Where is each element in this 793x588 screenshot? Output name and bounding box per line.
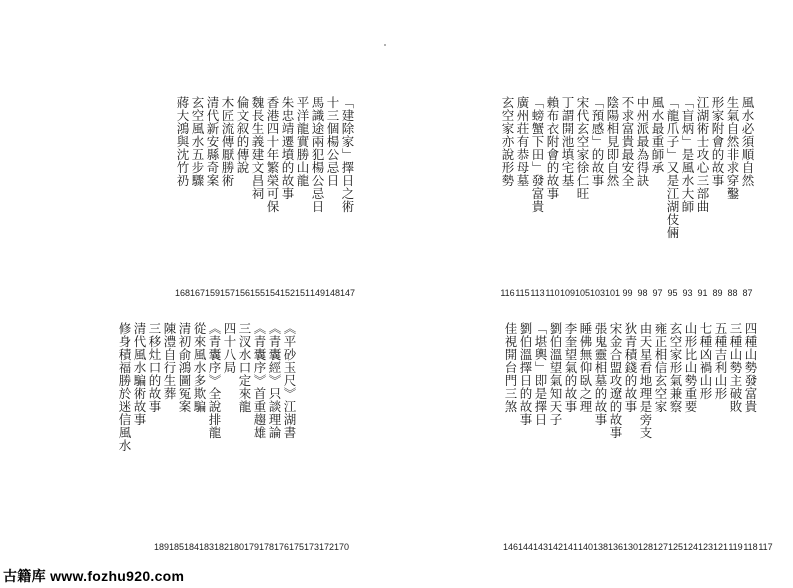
toc-page-number: 128	[638, 542, 654, 552]
toc-entry-title: 《平砂玉尺》江湖書	[282, 322, 297, 439]
toc-entry-title: 《青囊序》全說排龍	[207, 322, 222, 439]
toc-entry-title: 不求富貴最安全	[620, 96, 635, 187]
toc-entry-title: 李奎望氣的故事	[563, 322, 578, 413]
toc-page-number: 116	[500, 288, 515, 298]
toc-page-number: 179	[244, 542, 260, 552]
toc-page-number: 189	[154, 542, 170, 552]
toc-entry-title: 三移灶口的故事	[147, 322, 162, 413]
toc-entry-title: 「盲炳」是風水大師	[680, 96, 695, 213]
toc-block-top-left	[115, 96, 360, 306]
toc-entry-title: 玄空家亦說形勢	[500, 96, 515, 187]
toc-page-number: 149	[310, 288, 326, 298]
toc-entry-title: 張鬼靈相墓的故事	[593, 322, 608, 426]
toc-page-number: 95	[667, 288, 678, 298]
toc-page-number: 143	[533, 542, 549, 552]
toc-entry-title: 「預感」的故事	[590, 96, 605, 187]
page-numbers	[503, 542, 773, 552]
toc-page-number: 184	[184, 542, 200, 552]
toc-page-number: 138	[593, 542, 609, 552]
toc-page-number: 93	[682, 288, 693, 298]
toc-entry-title: 修身積福勝於迷信風水	[117, 322, 132, 452]
toc-entry-title: 「建除家」擇日之術	[340, 96, 355, 213]
toc-page-number: 117	[758, 542, 773, 552]
toc-entry-title: 玄空家形氣兼察	[668, 322, 683, 413]
page-numbers	[117, 542, 349, 552]
toc-entry-title: 馬識途兩犯楊公忌日	[310, 96, 325, 213]
toc-page-number: 124	[683, 542, 699, 552]
toc-page-number: 130	[623, 542, 639, 552]
toc-page-number: 155	[250, 288, 266, 298]
toc-page-number: 173	[304, 542, 320, 552]
toc-entry-title: 玄空風水五步驟	[190, 96, 205, 187]
toc-page-number: 119	[728, 542, 743, 552]
toc-page-number: 98	[637, 288, 648, 298]
toc-page-number: 127	[653, 542, 669, 552]
toc-page-number: 168	[175, 288, 191, 298]
toc-page-number: 88	[727, 288, 738, 298]
toc-entry-title: 三種山勢主破敗	[728, 322, 743, 413]
toc-entry-title: 劉伯溫望氣知天子	[548, 322, 563, 426]
toc-entry-title: 《青囊經》只談理論	[267, 322, 282, 439]
toc-page-number: 115	[515, 288, 530, 298]
toc-page-number: 172	[319, 542, 335, 552]
toc-page-number: 180	[229, 542, 245, 552]
toc-entry-title: 劉伯溫擇日的故事	[518, 322, 533, 426]
toc-entry-title: 三汊水口定來龍	[237, 322, 252, 413]
toc-block-top-right	[500, 96, 775, 306]
toc-page-number: 152	[280, 288, 296, 298]
toc-entry-title: 宋代玄空家徐仁旺	[575, 96, 590, 200]
toc-page-number: 154	[265, 288, 281, 298]
toc-entry-title: 魏長生義建文昌祠	[250, 96, 265, 200]
toc-page-number: 148	[325, 288, 341, 298]
toc-page-number: 140	[578, 542, 594, 552]
toc-page-number: 121	[713, 542, 729, 552]
toc-entry-title: 四十八局	[222, 322, 237, 374]
toc-entry-title: 由天星看地理是旁支	[638, 322, 653, 439]
entry-titles	[500, 96, 755, 239]
toc-entry-title: 「螃蟹下田」發富貴	[530, 96, 545, 213]
toc-page-number: 146	[503, 542, 519, 552]
toc-entry-title: 陳澧自行生葬	[162, 322, 177, 400]
toc-entry-title: 木匠流傳厭勝術	[220, 96, 235, 187]
toc-page-number: 87	[742, 288, 753, 298]
toc-page-number: 123	[698, 542, 714, 552]
toc-page-number: 144	[518, 542, 534, 552]
toc-entry-title: 從來風水多欺騙	[192, 322, 207, 413]
toc-entry-title: 宋金合盟攻遼的故事	[608, 322, 623, 439]
toc-entry-title: 狄青積錢的故事	[623, 322, 638, 413]
entry-titles	[115, 96, 355, 213]
toc-page-number: 101	[605, 288, 621, 298]
toc-page-number: 113	[530, 288, 545, 298]
toc-entry-title: 「龍爪子」又是江湖伎倆	[665, 96, 680, 239]
toc-page-number: 151	[295, 288, 311, 298]
toc-page-number: 157	[220, 288, 236, 298]
toc-page-number: 97	[652, 288, 663, 298]
toc-page-number: 136	[608, 542, 624, 552]
toc-page-number: 109	[560, 288, 576, 298]
toc-entry-title: 睡佛無仰臥之理	[578, 322, 593, 413]
toc-page-number: 99	[622, 288, 633, 298]
toc-entry-title: 「堪輿」即是擇日	[533, 322, 548, 426]
toc-page-number: 125	[668, 542, 684, 552]
toc-page-number: 182	[214, 542, 230, 552]
toc-page-number: 159	[205, 288, 221, 298]
toc-entry-title: 江湖術士攻心三部曲	[695, 96, 710, 213]
watermark-footer: 古籍库 www.fozhu920.com	[3, 568, 185, 584]
toc-page-number: 167	[190, 288, 206, 298]
scan-mark-dot	[384, 44, 386, 46]
toc-page-number: 105	[575, 288, 591, 298]
page-numbers	[500, 288, 755, 298]
toc-entry-title: 佳視開台門三煞	[503, 322, 518, 413]
toc-entry-title: 香港四十年繁榮可保	[265, 96, 280, 213]
toc-entry-title: 清代新安縣奇案	[205, 96, 220, 187]
toc-page-number: 185	[169, 542, 185, 552]
toc-entry-title: 五種吉利山形	[713, 322, 728, 400]
toc-entry-title: 四種山勢發富貴	[743, 322, 758, 413]
toc-block-bottom-left	[117, 322, 362, 552]
toc-page-number: 141	[563, 542, 579, 552]
toc-entry-title: 賴布衣附會的故事	[545, 96, 560, 200]
toc-entry-title: 生氣自然非求穿鑿	[725, 96, 740, 200]
toc-entry-title: 形家附會的故事	[710, 96, 725, 187]
toc-page-number: 147	[340, 288, 356, 298]
toc-entry-title: 山形比山勢重要	[683, 322, 698, 413]
toc-page-number: 183	[199, 542, 215, 552]
toc-entry-title: 廣州荘有恭母墓	[515, 96, 530, 187]
toc-entry-title: 十三個楊公忌日	[325, 96, 340, 187]
toc-entry-title: 七種凶禍山形	[698, 322, 713, 400]
toc-entry-title: 平洋龍實勝山龍	[295, 96, 310, 187]
toc-entry-title: 《青囊序》首重趨雄	[252, 322, 267, 439]
toc-entry-title: 中州派最為得訣	[635, 96, 650, 187]
toc-page-number: 103	[590, 288, 606, 298]
toc-page-number: 178	[259, 542, 275, 552]
toc-entry-title: 清代風水騙術故事	[132, 322, 147, 426]
toc-block-bottom-right	[503, 322, 778, 552]
toc-entry-title: 倫文叙的傳說	[235, 96, 250, 174]
entry-titles	[117, 322, 297, 452]
toc-entry-title: 風水必須順自然	[740, 96, 755, 187]
toc-page-number: 110	[545, 288, 560, 298]
toc-page-number: 175	[289, 542, 305, 552]
toc-entry-title: 清初俞鴻圖冤案	[177, 322, 192, 413]
page-numbers	[115, 288, 355, 298]
toc-page-number: 118	[743, 542, 758, 552]
toc-entry-title: 朱忠靖遷墳的故事	[280, 96, 295, 200]
toc-page-number: 176	[274, 542, 290, 552]
toc-entry-title: 陰陽相見即自然	[605, 96, 620, 187]
toc-page-number: 142	[548, 542, 564, 552]
toc-page-number: 91	[697, 288, 708, 298]
toc-entry-title: 雍正相信玄空家	[653, 322, 668, 413]
toc-entry-title: 丁謂開池填宅基	[560, 96, 575, 187]
toc-page-number: 170	[334, 542, 350, 552]
entry-titles	[503, 322, 758, 439]
toc-entry-title: 蔣大鴻與沈竹礽	[175, 96, 190, 187]
toc-entry-title: 風水最重師承	[650, 96, 665, 174]
toc-page-number: 89	[712, 288, 723, 298]
toc-page-number: 156	[235, 288, 251, 298]
